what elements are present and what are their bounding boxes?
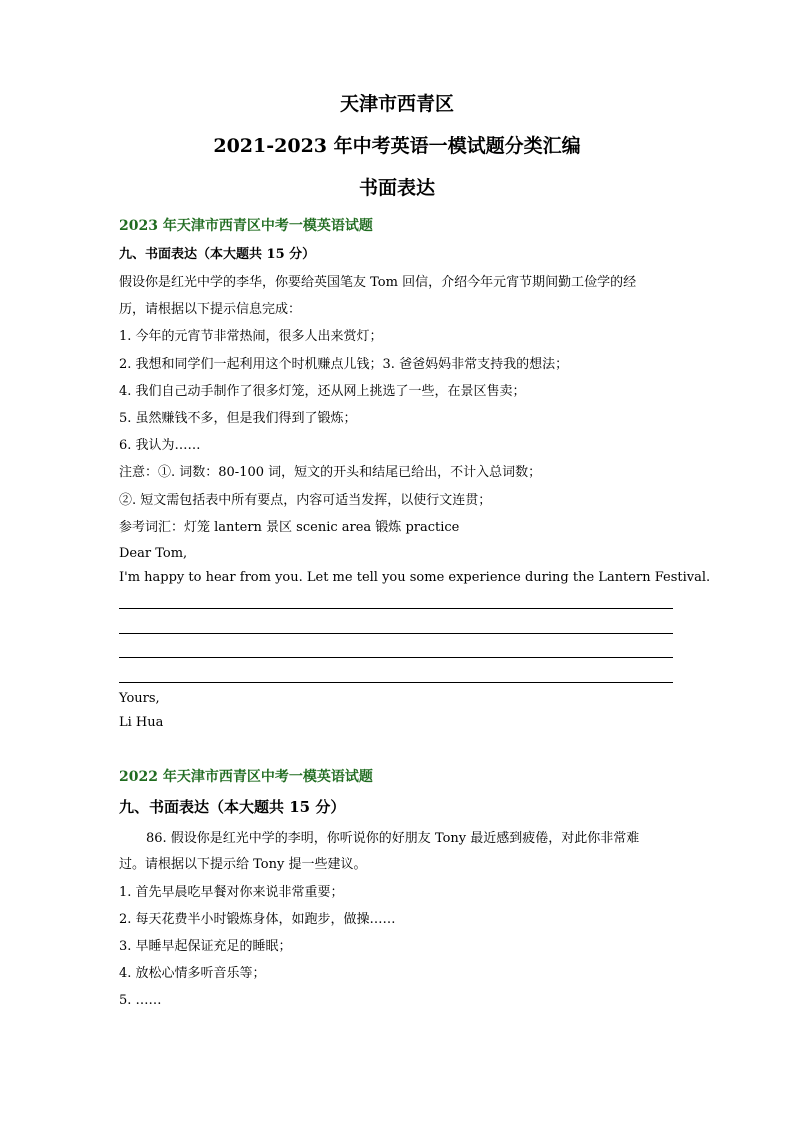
prompt-line-1: 86. 假设你是红光中学的李明，你听说你的好朋友 Tony 最近感到疲倦，对此你非常难 bbox=[146, 831, 640, 846]
note-line-2: ②. 短文需包括表中所有要点，内容可适当发挥，以使行文连贯； bbox=[119, 493, 492, 508]
prompt-line-1: 假设你是红光中学的李华，你要给英国笔友 Tom 回信，介绍今年元宵节期间勤工俭学的经 bbox=[119, 275, 637, 290]
point-item: 2. 我想和同学们一起利用这个时机赚点儿钱；3. 爸爸妈妈非常支持我的想法； bbox=[119, 357, 569, 372]
answer-line[interactable] bbox=[119, 608, 673, 609]
doc-title-topic: 书面表达 bbox=[358, 177, 435, 199]
point-item: 6. 我认为…… bbox=[119, 438, 201, 453]
letter-greeting: Dear Tom, bbox=[119, 546, 188, 561]
point-item: 2. 每天花费半小时锻炼身体，如跑步，做操…… bbox=[119, 912, 396, 927]
section-heading-2022: 2022 年天津市西青区中考一模英语试题 bbox=[119, 769, 373, 785]
point-item: 4. 我们自己动手制作了很多灯笼，还从网上挑选了一些，在景区售卖； bbox=[119, 384, 526, 399]
point-item: 4. 放松心情多听音乐等； bbox=[119, 966, 266, 981]
point-item: 3. 早睡早起保证充足的睡眠； bbox=[119, 939, 292, 954]
point-item: 1. 今年的元宵节非常热闹，很多人出来赏灯； bbox=[119, 329, 383, 344]
point-item: 5. 虽然赚钱不多，但是我们得到了锻炼； bbox=[119, 411, 357, 426]
vocab-line: 参考词汇：灯笼 lantern 景区 scenic area 锻炼 practice bbox=[119, 520, 460, 535]
doc-title-region: 天津市西青区 bbox=[339, 93, 454, 115]
prompt-line-2: 过。请根据以下提示给 Tony 提一些建议。 bbox=[119, 857, 367, 872]
point-item: 1. 首先早晨吃早餐对你来说非常重要； bbox=[119, 885, 344, 900]
doc-title-collection: 2021-2023 年中考英语一模试题分类汇编 bbox=[213, 135, 581, 157]
letter-signature: Li Hua bbox=[119, 715, 164, 730]
question-heading-2023: 九、书面表达（本大题共 15 分） bbox=[119, 247, 316, 262]
prompt-line-2: 历，请根据以下提示信息完成： bbox=[119, 302, 302, 317]
section-heading-2023: 2023 年天津市西青区中考一模英语试题 bbox=[119, 218, 373, 234]
letter-opening: I'm happy to hear from you. Let me tell you some experience during the Lantern Festival. bbox=[119, 570, 711, 585]
letter-closing: Yours, bbox=[119, 691, 160, 706]
question-heading-2022: 九、书面表达（本大题共 15 分） bbox=[119, 798, 346, 816]
answer-line[interactable] bbox=[119, 633, 673, 634]
answer-line[interactable] bbox=[119, 682, 673, 683]
point-item: 5. …… bbox=[119, 993, 162, 1008]
note-line-1: 注意：①. 词数：80-100 词，短文的开头和结尾已给出，不计入总词数； bbox=[119, 465, 542, 480]
answer-line[interactable] bbox=[119, 657, 673, 658]
